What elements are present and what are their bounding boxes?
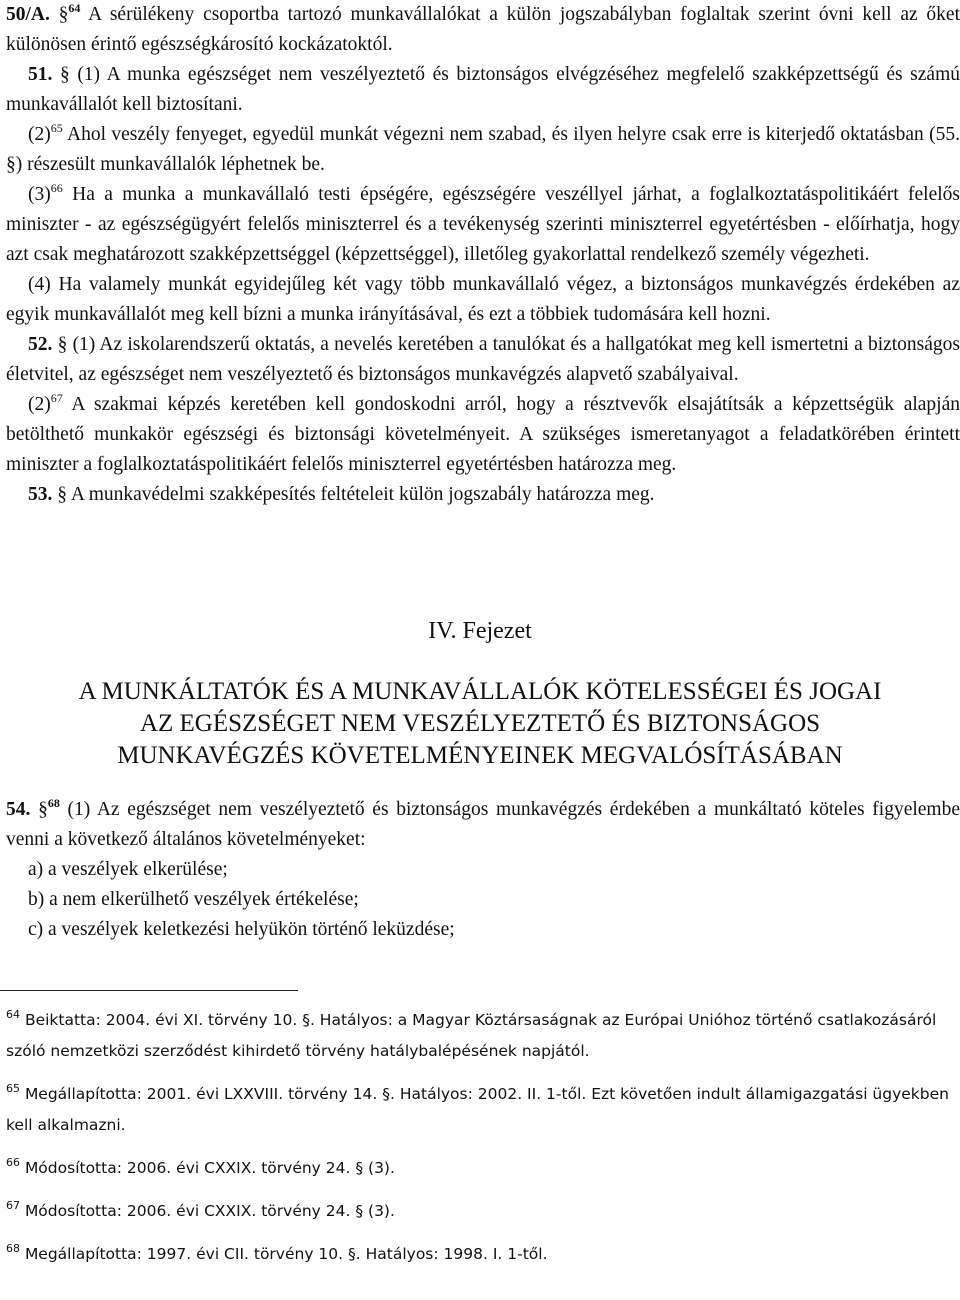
footnote-divider xyxy=(0,990,298,991)
list-item: a) a veszélyek elkerülése; xyxy=(28,859,228,880)
section-54-p1 xyxy=(6,795,960,855)
footnote-text: Módosította: 2006. évi CXXIX. törvény 24. § (3). xyxy=(24,1202,395,1220)
section-symbol: § xyxy=(57,484,67,505)
footnote-text: Beiktatta: 2004. évi XI. törvény 10. §. Hatályos: a Magyar Köztársaságnak az Európai Unióhoz történő csatlakozásáról szóló nemzetközi szerződést kihirdető törvény hatálybalépésének napjától. xyxy=(6,1011,937,1060)
footnote-number: 65 xyxy=(6,1082,20,1095)
paragraph-text: (1) Az egészséget nem veszélyeztető és biztonságos munkavégzés érdekében a munkáltató köteles figyelembe venni a következő általános követelményeket: xyxy=(6,799,960,850)
footnote-number: 64 xyxy=(6,1008,20,1021)
paragraph-text: Ahol veszély fenyeget, egyedül munkát végezni nem szabad, és ilyen helyre csak erre is kiterjedő oktatásban (55. §) részesült munkavállalók léphetnek be. xyxy=(6,124,960,175)
footnote-ref[interactable]: 64 xyxy=(68,1,81,15)
footnote-number: 66 xyxy=(6,1156,20,1169)
footnote-number: 67 xyxy=(6,1199,20,1212)
section-52-p2 xyxy=(6,390,960,480)
footnote xyxy=(6,1196,956,1227)
paragraph-number: (2) xyxy=(28,124,51,145)
chapter-label: IV. Fejezet xyxy=(428,618,532,644)
section-54 xyxy=(6,795,960,945)
section-53 xyxy=(6,480,960,510)
section-text: A sérülékeny csoportba tartozó munkavállalókat a külön jogszabályban foglaltak szerint óvni kell az őket különösen érintő egészségkárosító kockázatoktól. xyxy=(6,4,960,55)
paragraph-text: (1) A munka egészséget nem veszélyeztető és biztonságos elvégzéséhez megfelelő szakképzettségű és számú munkavállalót kell biztosítani. xyxy=(6,64,960,115)
section-number: 52. xyxy=(28,334,53,355)
footnote-text: Megállapította: 2001. évi LXXVIII. törvény 14. §. Hatályos: 2002. II. 1-től. Ezt követően indult államigazgatási ügyekben kell alkalmazni. xyxy=(6,1085,949,1134)
section-number: 50/A. xyxy=(6,4,50,25)
list-item: b) a nem elkerülhető veszélyek értékelése; xyxy=(28,889,359,910)
paragraph-text: (4) Ha valamely munkát egyidejűleg két vagy több munkavállaló végez, a biztonságos munkavégzés érdekében az egyik munkavállalót meg kell bízni a munka irányításával, és ezt a többiek tudomására kell hozni. xyxy=(6,274,960,325)
paragraph-number: (3) xyxy=(28,184,51,205)
footnote-ref[interactable]: 68 xyxy=(47,796,60,810)
footnote-ref[interactable]: 66 xyxy=(50,181,63,195)
section-number: 53. xyxy=(28,484,53,505)
chapter-title-line: MUNKAVÉGZÉS KÖVETELMÉNYEINEK MEGVALÓSÍTÁSÁBAN xyxy=(117,742,843,769)
section-symbol: § xyxy=(58,4,69,25)
footnote-ref[interactable]: 65 xyxy=(50,121,63,135)
section-symbol: § xyxy=(38,799,48,820)
paragraph-text: A szakmai képzés keretében kell gondoskodni arról, hogy a résztvevők elsajátítsák a képzettségük alapján betölthető munkakör egészségi és biztonsági követelményeit. A szükséges ismeretanyagot a feladatkörében érintett miniszter a foglalkoztatáspolitikáért felelős miniszterrel egyetértésben határozza meg. xyxy=(6,394,960,475)
paragraph-text: Ha a munka a munkavállaló testi épségére, egészségére veszéllyel járhat, a foglalkoztatáspolitikáért felelős miniszter - az egészségügyért felelős miniszterrel és a tevékenység szerinti miniszterrel egyetértésben - előírhatja, hogy azt csak meghatározott szakképzettséggel (képzettséggel), illetőleg gyakorlattal rendelkező személy végezheti. xyxy=(6,184,960,265)
footnote-number: 68 xyxy=(6,1242,20,1255)
paragraph-number: (2) xyxy=(28,394,51,415)
section-number: 54. xyxy=(6,799,31,820)
section-51-p4 xyxy=(6,270,960,330)
footnote xyxy=(6,1239,956,1270)
footnote xyxy=(6,1005,956,1067)
section-symbol: § xyxy=(59,64,70,85)
chapter-title-line: A MUNKÁLTATÓK ÉS A MUNKAVÁLLALÓK KÖTELESSÉGEI ÉS JOGAI xyxy=(78,678,882,705)
list-item: c) a veszélyek keletkezési helyükön történő leküzdése; xyxy=(28,919,455,940)
section-52-p1 xyxy=(6,330,960,390)
footnotes xyxy=(6,1005,956,1282)
section-51-p1 xyxy=(6,60,960,120)
section-symbol: § xyxy=(57,334,68,355)
paragraph-text: (1) Az iskolarendszerű oktatás, a nevelés keretében a tanulókat és a hallgatókat meg kell ismertetni a biztonságos életvitel, az egészséget nem veszélyeztető és biztonságos munkavégzés alapvető szabályaival. xyxy=(6,334,960,385)
section-50a xyxy=(6,0,960,60)
footnote-ref[interactable]: 67 xyxy=(50,391,63,405)
section-51-p2 xyxy=(6,120,960,180)
footnote-text: Megállapította: 1997. évi CII. törvény 10. §. Hatályos: 1998. I. 1-től. xyxy=(24,1245,548,1263)
chapter-title xyxy=(0,676,960,772)
section-text: A munkavédelmi szakképesítés feltételeit külön jogszabály határozza meg. xyxy=(70,484,655,505)
footnote-text: Módosította: 2006. évi CXXIX. törvény 24. § (3). xyxy=(24,1159,395,1177)
chapter-title-line: AZ EGÉSZSÉGET NEM VESZÉLYEZTETŐ ÉS BIZTONSÁGOS xyxy=(139,710,821,737)
footnote xyxy=(6,1153,956,1184)
document-body xyxy=(6,0,960,510)
footnote xyxy=(6,1079,956,1141)
section-number: 51. xyxy=(28,64,53,85)
section-51-p3 xyxy=(6,180,960,270)
